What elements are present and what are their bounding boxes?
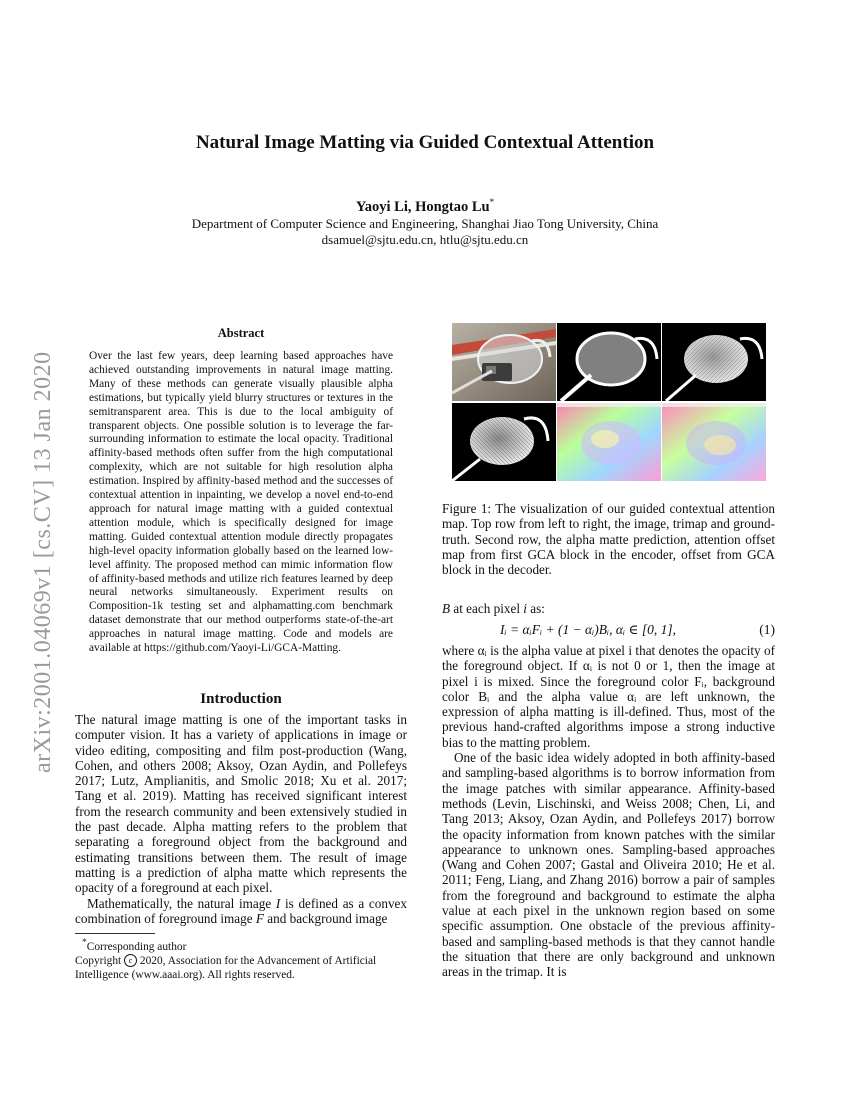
figure-1-caption: Figure 1: The visualization of our guided contextual attention map. Top row from left to right, the image, trimap and ground-truth. Second row, the alpha matte prediction, attention offset map from first GCA block in the encoder, offset from GCA block in the decoder. bbox=[442, 501, 775, 578]
symbol-I: I bbox=[275, 895, 281, 911]
abstract-heading: Abstract bbox=[217, 326, 265, 340]
intro-p2-c: and background image bbox=[263, 910, 388, 926]
symbol-i: i bbox=[523, 601, 527, 616]
footnote-rule bbox=[75, 933, 155, 934]
equation-body: Iᵢ = αᵢFᵢ + (1 − αᵢ)Bᵢ, αᵢ ∈ [0, 1], bbox=[500, 622, 677, 637]
affiliation: Department of Computer Science and Engineering, Shanghai Jiao Tong University, China bbox=[191, 216, 659, 231]
equation-lead-line bbox=[442, 601, 775, 616]
copyright-a: Copyright bbox=[75, 955, 125, 968]
introduction-heading: Introduction bbox=[200, 691, 282, 707]
figure-1 bbox=[452, 323, 766, 481]
authors bbox=[0, 197, 850, 216]
author-names: Yaoyi Li, Hongtao Lu bbox=[355, 198, 490, 215]
equation-lead bbox=[442, 601, 775, 616]
equation-number: (1) bbox=[759, 622, 775, 637]
abstract-text: Over the last few years, deep learning based approaches have achieved outstanding improvements in natural image matting. Many of these methods can generate visually plausible alpha estimations, but typically yield blurry structures or textures in the semitransparent area. This is due to the local ambiguity of transparent objects. One possible solution is to leverage the far-surrounding information to estimate the local opacity. Traditional affinity-based methods often suffer from the high computational complexity, which are not suitable for high resolution alpha estimation. Inspired by affinity-based method and the successes of contextual attention in inpainting, we develop a novel end-to-end approach for natural image matting with a guided contextual attention module, which is specifically designed for image matting. Guided contextual attention module directly propagates high-level opacity information globally based on the learned low-level affinity. The proposed method can mimic information flow of affinity-based methods and utilize rich features learned by deep neural networks simultaneously. Experiment results on Composition-1k testing set and alphamatting.com benchmark dataset demonstrate that our method outperforms state-of-the-art approaches in natural image matting. Code and models are available at https://github.com/Yaoyi-Li/GCA-Matting. bbox=[89, 350, 393, 655]
emails: dsamuel@sjtu.edu.cn, htlu@sjtu.edu.cn bbox=[321, 232, 529, 247]
footnote-corresponding bbox=[75, 937, 410, 954]
copyright-symbol: c bbox=[124, 954, 137, 967]
equation-1 bbox=[442, 622, 775, 638]
introduction-body bbox=[75, 712, 407, 926]
arxiv-id: arXiv:2001.04069v1 [cs.CV] 13 Jan 2020 bbox=[30, 351, 56, 773]
arxiv-stamp bbox=[18, 295, 62, 775]
footnote bbox=[75, 937, 410, 983]
right-paragraph-1: where αᵢ is the alpha value at pixel i that denotes the opacity of the foreground object. If αᵢ is not 0 or 1, then the image at pixel i is mixed. Since the foreground color Fᵢ, background color Bᵢ and the alpha value αᵢ are left unknown, the expression of alpha matting is ill-defined. Thus, most of the previous hand-crafted algorithms impose a strong inductive bias to the matting problem. bbox=[442, 643, 775, 750]
intro-p2-a: Mathematically, the natural image bbox=[87, 895, 276, 911]
lead-end: as: bbox=[526, 601, 545, 616]
right-column-body bbox=[442, 643, 775, 980]
intro-paragraph-2 bbox=[75, 896, 407, 927]
copyright-b: 2020, Association for the Advancement of Artificial Intelligence (www.aaai.org). All rights reserved. bbox=[75, 955, 377, 981]
figure-panel-encoder-offset bbox=[557, 403, 661, 481]
affiliation-block bbox=[0, 216, 850, 248]
intro-paragraph-1: The natural image matting is one of the important tasks in computer vision. It has a variety of applications in image or video editing, compositing and film post-production (Wang, Cohen, and others 2008; Aksoy, Ozan Aydin, and Pollefeys 2017; Lutz, Amplianitis, and Smolic 2018; Xu et al. 2017; Tang et al. 2019). Matting has received significant interest from the research community and been extensively studied in the past decade. Alpha matting refers to the problem that separating a foreground object from the background and estimating transitions between them. The result of image matting is a prediction of alpha matte which represents the opacity of a foreground at each pixel. bbox=[75, 712, 407, 896]
intro-p2-b: is defined as a convex combination of foreground image bbox=[75, 895, 407, 926]
footnote-text: Corresponding author bbox=[86, 940, 187, 953]
figure-panel-ground-truth bbox=[662, 323, 766, 401]
symbol-F: F bbox=[255, 910, 264, 926]
paper-title: Natural Image Matting via Guided Contextual Attention bbox=[195, 132, 655, 153]
footnote-mark: * bbox=[82, 938, 87, 948]
lead-text: at each pixel bbox=[450, 601, 524, 616]
figure-panel-trimap bbox=[557, 323, 661, 401]
symbol-B: B bbox=[442, 601, 451, 616]
right-paragraph-2: One of the basic idea widely adopted in both affinity-based and sampling-based algorithms is to borrow information from the image patches with similar appearance. Affinity-based methods (Levin, Lischinski, and Weiss 2008; Chen, Li, and Tang 2013; Aksoy, Ozan Aydin, and Pollefeys 2017) borrow the opacity information from known patches with the similar appearance to unknown ones. Sampling-based approaches (Wang and Cohen 2007; Gastal and Oliveira 2010; He et al. 2011; Feng, Liang, and Zhang 2016) borrow a pair of samples from the foreground and background to estimate the alpha value at each pixel in the unknown region based on some specific assumption. One obstacle of the previous affinity-based and sampling-based methods is that they cannot handle the situation that there are only background and unknown areas in the trimap. It is bbox=[442, 750, 775, 980]
figure-panel-image bbox=[452, 323, 556, 401]
copyright-notice bbox=[75, 954, 410, 982]
author-mark: * bbox=[489, 197, 495, 207]
figure-panel-alpha-prediction bbox=[452, 403, 556, 481]
figure-panel-decoder-offset bbox=[662, 403, 766, 481]
